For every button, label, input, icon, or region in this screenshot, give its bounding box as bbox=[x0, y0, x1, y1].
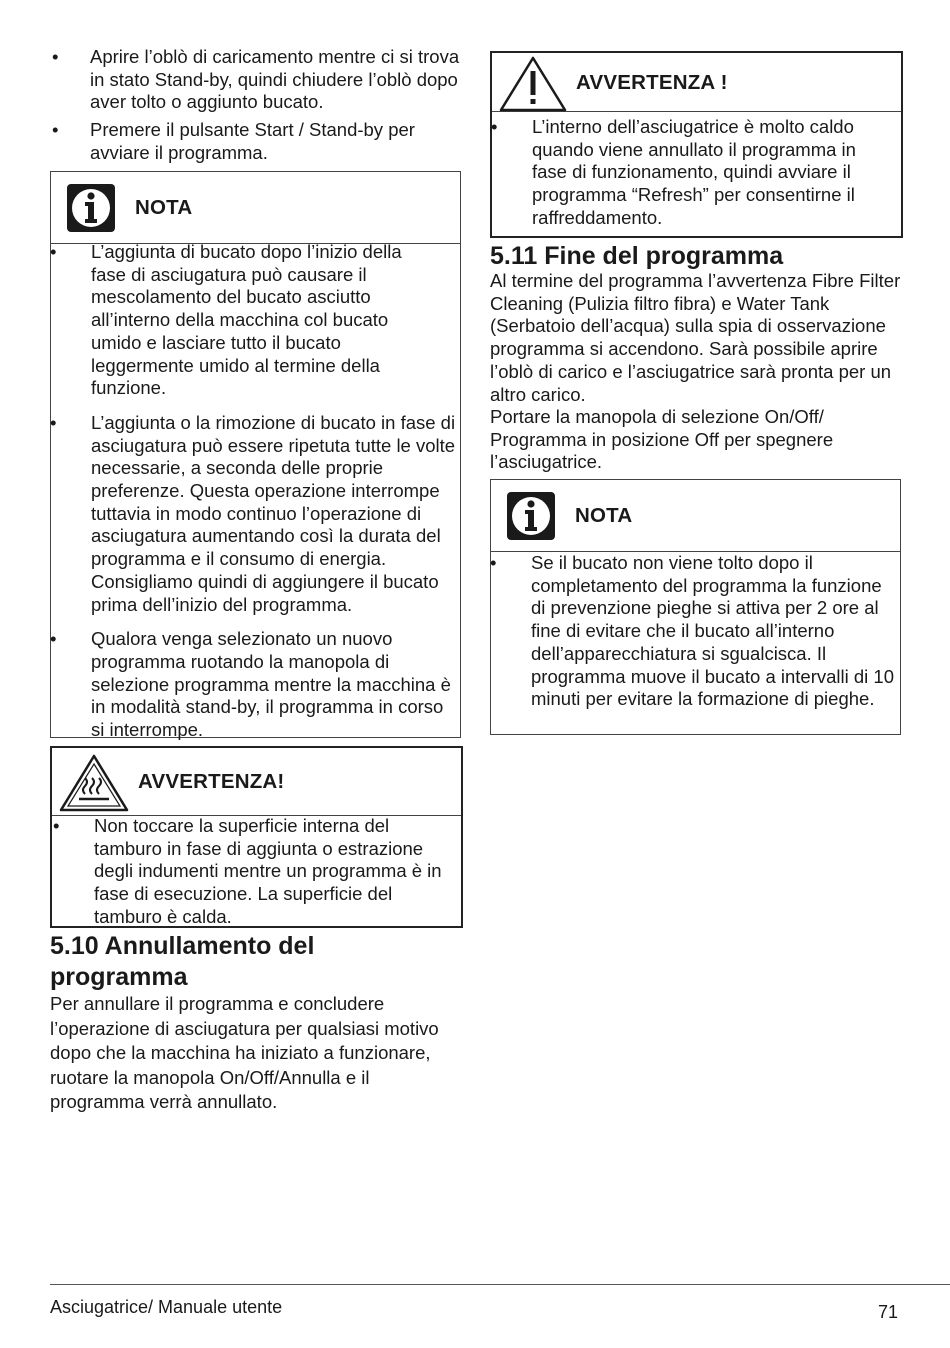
exclamation-warning-icon bbox=[498, 55, 568, 113]
list-item: • Qualora venga selezionato un nuovo programma ruotando la manopola di selezione programma mentre la macchina è in modalità stand-by, il programma in corso si interrompe. bbox=[51, 628, 459, 742]
list-item: • Se il bucato non viene tolto dopo il completamento del programma la funzione di prevenzione pieghe si attiva per 2 ore al fine di evitare che il bucato all’interno dell’apparecchiatura si sgualcisca. Il programma muove il bucato a intervalli di 10 minuti per evitare la formazione di pieghe. bbox=[491, 552, 897, 711]
note-bullet-list bbox=[491, 552, 897, 711]
warning-box-right bbox=[490, 51, 903, 238]
warning-bullet-list bbox=[492, 116, 890, 230]
section-510-paragraph: Per annullare il programma e concludere l’operazione di asciugatura per qualsiasi motivo dopo che la macchina ha iniziato a funzionare, ruotare la manopola On/Off/Annulla e il programma verrà annullato. bbox=[50, 993, 439, 1112]
hot-surface-warning-icon bbox=[58, 753, 130, 813]
section-510-heading-line1: 5.10 Annullamento del bbox=[50, 932, 315, 960]
info-icon bbox=[506, 491, 556, 541]
note-box-title: NOTA bbox=[135, 196, 193, 219]
warning-box-left bbox=[50, 746, 463, 928]
list-item: • L’interno dell’asciugatrice è molto caldo quando viene annullato il programma in fase di funzionamento, quindi avviare il programma “Refresh” per consentirne il raffreddamento. bbox=[492, 116, 890, 230]
warning-box-header bbox=[492, 53, 901, 112]
list-item: • Non toccare la superficie interna del tamburo in fase di aggiunta o estrazione degli indumenti mentre un programma è in fase di esecuzione. La superficie del tamburo è calda. bbox=[54, 815, 449, 929]
list-item: • L’aggiunta di bucato dopo l’inizio della fase di asciugatura può causare il mescolamento del bucato asciutto all’interno della macchina col bucato umido e lasciare tutto il bucato leggermente umido al termine della funzione. bbox=[51, 241, 459, 400]
footer-label: Asciugatrice/ Manuale utente bbox=[50, 1297, 283, 1317]
warning-bullet-list bbox=[54, 815, 449, 929]
note-box-right bbox=[490, 479, 901, 735]
note-box-title: NOTA bbox=[575, 504, 633, 527]
section-510-heading bbox=[50, 931, 462, 993]
list-item: • Premere il pulsante Start / Stand-by per avviare il programma. bbox=[50, 119, 462, 164]
warning-box-title: AVVERTENZA! bbox=[138, 770, 285, 793]
list-item: • Aprire l’oblò di caricamento mentre ci si trova in stato Stand-by, quindi chiudere l’oblò dopo aver tolto o aggiunto bucato. bbox=[50, 46, 462, 114]
page-number: 71 bbox=[877, 1302, 898, 1322]
intro-bullet-list bbox=[50, 46, 462, 165]
warning-box-header bbox=[52, 748, 461, 816]
section-511-heading: 5.11 Fine del programma bbox=[490, 242, 784, 270]
section-510-heading-line2: programma bbox=[50, 963, 188, 991]
note-box-header bbox=[491, 480, 900, 552]
warning-box-title: AVVERTENZA ! bbox=[576, 71, 728, 94]
info-icon bbox=[66, 183, 116, 233]
section-511-paragraph-2: Portare la manopola di selezione On/Off/ Programma in posizione Off per spegnere l’asciugatrice. bbox=[490, 406, 834, 473]
note-box-header bbox=[51, 172, 460, 244]
note-box-left bbox=[50, 171, 461, 741]
list-item: • L’aggiunta o la rimozione di bucato in fase di asciugatura può essere ripetuta tutte le volte necessarie, a seconda delle proprie preferenze. Questa operazione interrompe tuttavia in modo continuo l’operazione di asciugatura aumentando così la durata del programma e il consumo di energia. Consigliamo quindi di aggiungere il bucato prima dell’inizio del programma. bbox=[51, 412, 459, 616]
footer-divider bbox=[50, 1284, 950, 1285]
note-bullet-list bbox=[51, 241, 459, 742]
section-511-paragraph-1: Al termine del programma l’avvertenza Fibre Filter Cleaning (Pulizia filtro fibra) e Water Tank (Serbatoio dell’acqua) sulla spia di osservazione programma si accendono. Sarà possibile aprire l’oblò di carico e l’asciugatrice sarà pronta per un altro carico. bbox=[490, 270, 901, 405]
